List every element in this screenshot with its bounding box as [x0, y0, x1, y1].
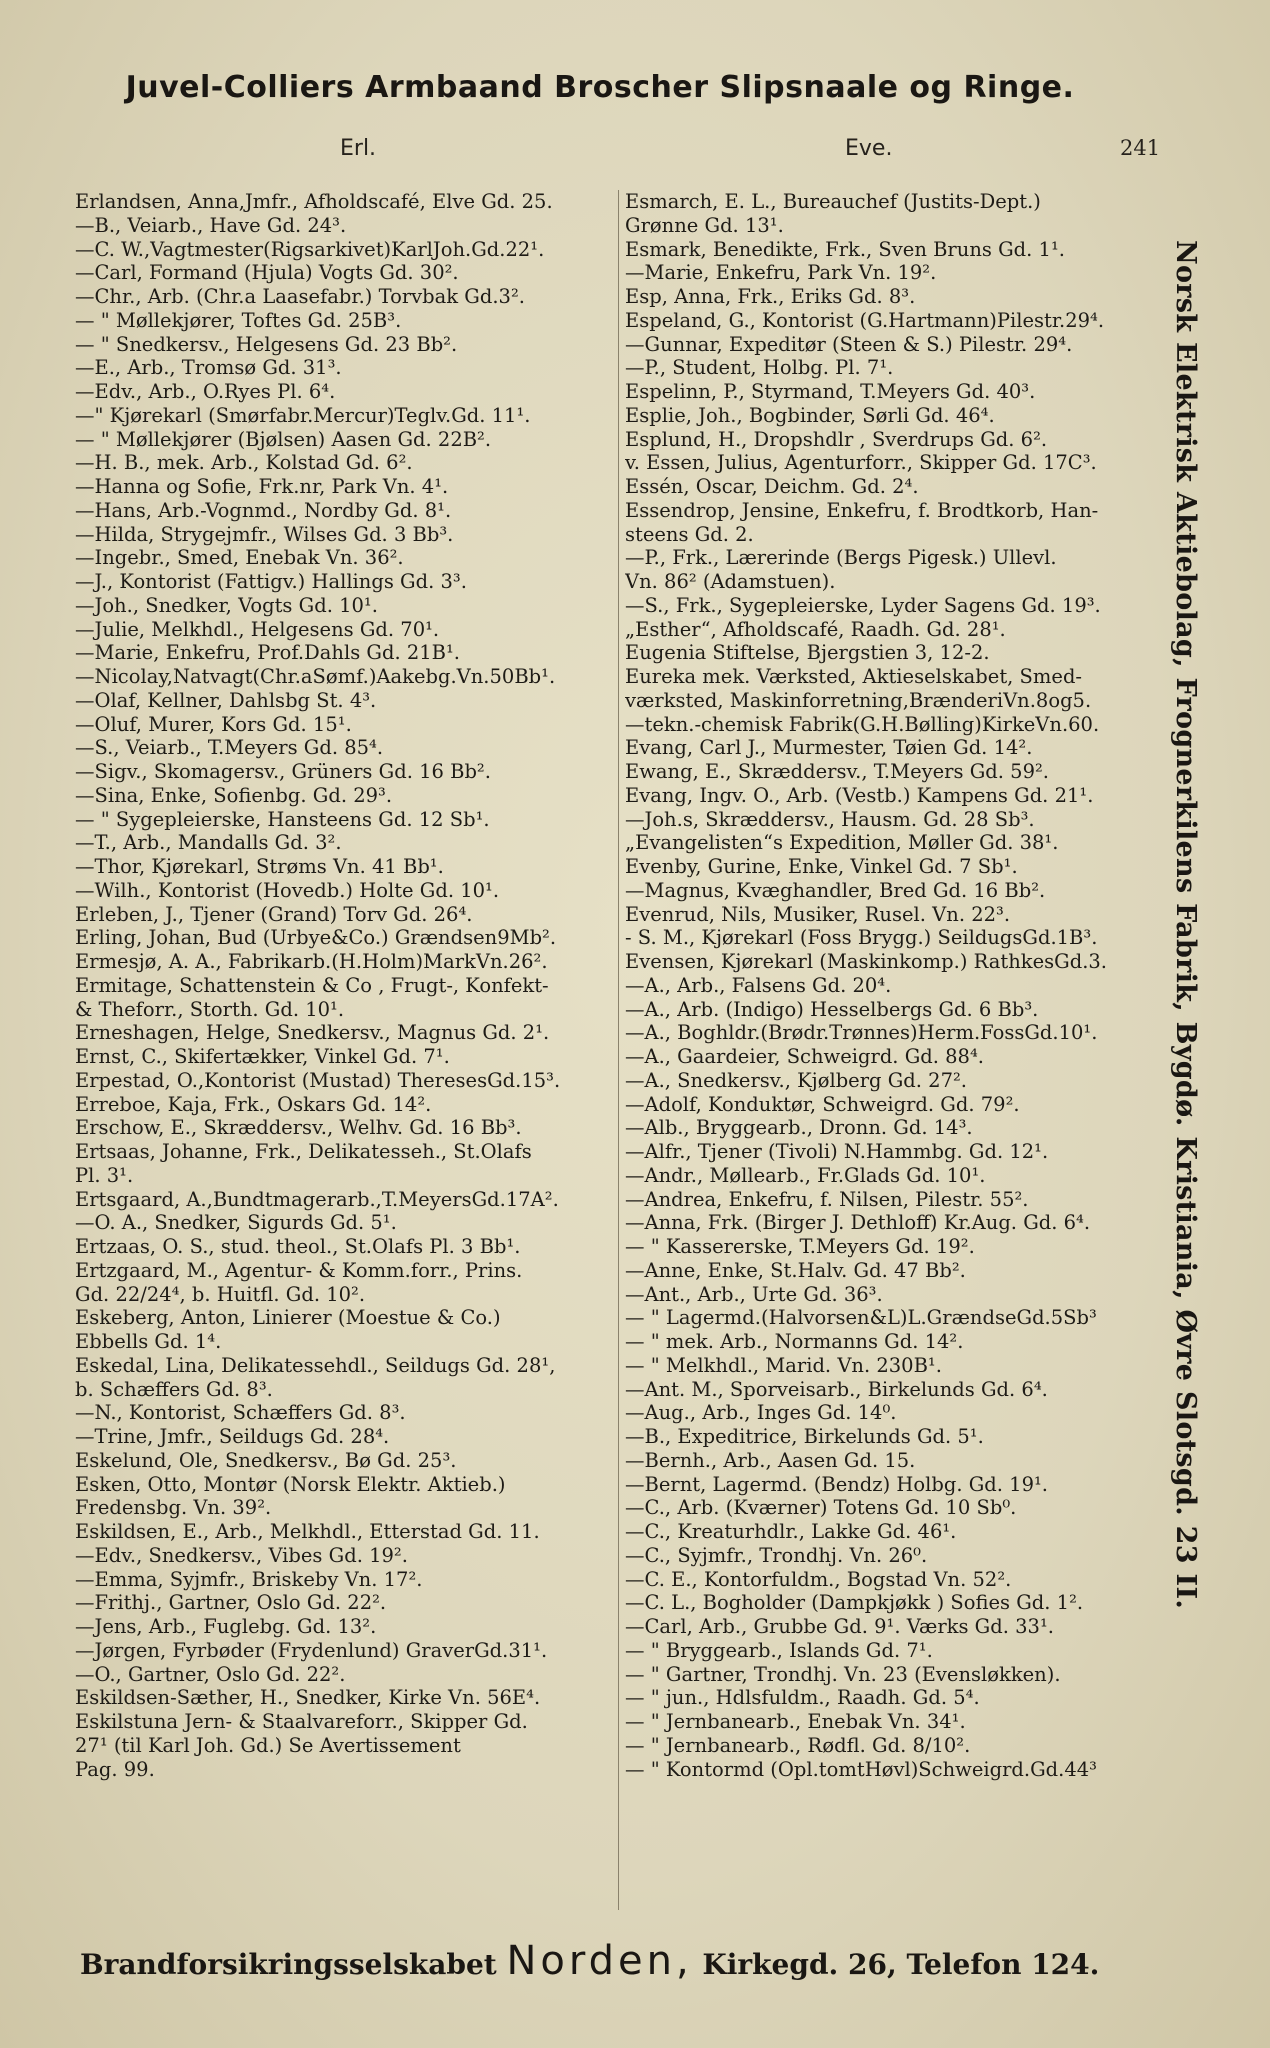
directory-entry-line: —Bernt, Lagermd. (Bendz) Holbg. Gd. 19¹.: [625, 1472, 1049, 1496]
directory-entry-line: —Sigv., Skomagersv., Grüners Gd. 16 Bb².: [75, 760, 491, 783]
directory-entry-line: —Andr., Møllearb., Fr.Glads Gd. 10¹.: [625, 1163, 986, 1187]
directory-entry-line: —T., Arb., Mandalls Gd. 3².: [75, 831, 342, 855]
directory-entry-line: —A., Arb. (Indigo) Hesselbergs Gd. 6 Bb³.: [625, 997, 1039, 1021]
directory-entry-line: — " Sygepleierske, Hansteens Gd. 12 Sb¹.: [75, 807, 490, 831]
directory-entry-line: Essén, Oscar, Deichm. Gd. 2⁴.: [625, 475, 919, 498]
directory-entry-line: —Joh., Snedker, Vogts Gd. 10¹.: [75, 593, 378, 617]
directory-entry-line: Erpestad, O.,Kontorist (Mustad) TheresesGd.15³.: [75, 1068, 561, 1092]
directory-entry-line: —E., Arb., Tromsø Gd. 31³.: [75, 356, 342, 380]
directory-entry-line: —S., Veiarb., T.Meyers Gd. 85⁴.: [75, 736, 384, 760]
column-divider: [618, 190, 619, 1910]
directory-entry-line: —O., Gartner, Oslo Gd. 22².: [75, 1662, 346, 1686]
directory-entry-line: —P., Student, Holbg. Pl. 7¹.: [625, 356, 894, 380]
directory-entry-line: Esmarch, E. L., Bureauchef (Justits-Dept.): [625, 190, 1041, 213]
directory-entry-line: Eskedal, Lina, Delikatessehdl., Seildugs Gd. 28¹,: [75, 1353, 556, 1377]
directory-entry-line: Erleben, J., Tjener (Grand) Torv Gd. 26⁴.: [75, 902, 473, 926]
directory-entry-line: —Chr., Arb. (Chr.a Laasefabr.) Torvbak Gd.3².: [75, 285, 525, 308]
directory-entry-line: Eugenia Stiftelse, Bjergstien 3, 12-2.: [625, 641, 990, 665]
directory-entry-line: — " Kontormd (Opl.tomtHøvl)Schweigrd.Gd.44³: [625, 1757, 1097, 1781]
directory-entry-line: Ertzgaard, M., Agentur- & Komm.forr., Prins.: [75, 1258, 523, 1282]
directory-entry-line: steens Gd. 2.: [625, 522, 754, 546]
directory-entry-line: —A., Arb., Falsens Gd. 20⁴.: [625, 973, 892, 997]
directory-entry-line: —Hanna og Sofie, Frk.nr, Park Vn. 4¹.: [75, 475, 449, 498]
directory-entry-line: Evang, Ingv. O., Arb. (Vestb.) Kampens Gd. 21¹.: [625, 783, 1094, 807]
left-column: [75, 190, 620, 1781]
directory-entry-line: —" Kjørekarl (Smørfabr.Mercur)Teglv.Gd. 11¹.: [75, 403, 531, 427]
directory-entry-line: —P., Frk., Lærerinde (Bergs Pigesk.) Ullevl.: [625, 546, 1057, 570]
right-column: [625, 190, 1165, 1781]
directory-entry-line: Ermitage, Schattenstein & Co , Frugt-, Konfekt-: [75, 973, 549, 997]
directory-entry-line: —Trine, Jmfr., Seildugs Gd. 28⁴.: [75, 1425, 390, 1448]
directory-entry-line: Erling, Johan, Bud (Urbye&Co.) Grændsen9Mb².: [75, 926, 557, 950]
directory-entry-line: —Bernh., Arb., Aasen Gd. 15.: [625, 1448, 916, 1472]
directory-entry-line: Erneshagen, Helge, Snedkersv., Magnus Gd. 2¹.: [75, 1021, 550, 1045]
directory-entry-line: Evang, Carl J., Murmester, Tøien Gd. 14².: [625, 736, 1033, 760]
directory-entry-line: —C. L., Bogholder (Dampkjøkk ) Sofies Gd. 1².: [625, 1591, 1084, 1615]
directory-entry-line: — " Bryggearb., Islands Gd. 7¹.: [625, 1638, 933, 1662]
directory-entry-line: — " Møllekjører, Toftes Gd. 25B³.: [75, 308, 402, 332]
directory-entry-line: —Anna, Frk. (Birger J. Dethloff) Kr.Aug. Gd. 6⁴.: [625, 1211, 1091, 1235]
directory-entry-line: Ebbells Gd. 1⁴.: [75, 1330, 222, 1353]
directory-entry-line: —Aug., Arb., Inges Gd. 14⁰.: [625, 1401, 897, 1425]
directory-entry-line: Pl. 3¹.: [75, 1163, 134, 1187]
directory-entry-line: b. Schæffers Gd. 8³.: [75, 1377, 273, 1401]
directory-entry-line: — " Snedkersv., Helgesens Gd. 23 Bb².: [75, 332, 458, 356]
directory-entry-line: —Frithj., Gartner, Oslo Gd. 22².: [75, 1591, 387, 1615]
top-banner: Juvel-Colliers Armbaand Broscher Slipsnaale og Ringe.: [125, 70, 1075, 105]
directory-entry-line: —tekn.-chemisk Fabrik(G.H.Bølling)KirkeVn.60.: [625, 712, 1100, 736]
directory-entry-line: Esp, Anna, Frk., Eriks Gd. 8³.: [625, 285, 916, 308]
directory-entry-line: —Julie, Melkhdl., Helgesens Gd. 70¹.: [75, 617, 440, 641]
directory-entry-line: Vn. 86² (Adamstuen).: [625, 570, 836, 593]
directory-entry-line: —Edv., Snedkersv., Vibes Gd. 19².: [75, 1543, 408, 1567]
directory-entry-line: Eskildsen-Sæther, H., Snedker, Kirke Vn. 56E⁴.: [75, 1686, 541, 1710]
directory-entry-line: —Magnus, Kvæghandler, Bred Gd. 16 Bb².: [625, 878, 1046, 902]
directory-entry-line: Evenby, Gurine, Enke, Vinkel Gd. 7 Sb¹.: [625, 855, 1018, 878]
directory-entry-line: Espelinn, P., Styrmand, T.Meyers Gd. 40³.: [625, 380, 1036, 403]
directory-entry-line: —Hans, Arb.-Vognmd., Nordby Gd. 8¹.: [75, 498, 452, 522]
left-column-key: Erl.: [340, 136, 377, 161]
directory-entry-line: —C. W.,Vagtmester(Rigsarkivet)KarlJoh.Gd.22¹.: [75, 237, 545, 261]
right-column-key: Eve.: [845, 136, 893, 161]
directory-entry-line: —S., Frk., Sygepleierske, Lyder Sagens Gd. 19³.: [625, 593, 1101, 617]
directory-entry-line: Evensen, Kjørekarl (Maskinkomp.) RathkesGd.3.: [625, 950, 1107, 973]
directory-entry-line: Eskildsen, E., Arb., Melkhdl., Etterstad Gd. 11.: [75, 1520, 540, 1543]
directory-entry-line: —Alfr., Tjener (Tivoli) N.Hammbg. Gd. 12¹.: [625, 1140, 1049, 1163]
directory-entry-line: Ertsaas, Johanne, Frk., Delikatesseh., St.Olafs: [75, 1140, 532, 1163]
directory-entry-line: — " Kassererske, T.Meyers Gd. 19².: [625, 1235, 975, 1258]
directory-entry-line: — " Jernbanearb., Enebak Vn. 34¹.: [625, 1710, 966, 1733]
footer-address: Kirkegd. 26, Telefon 124.: [702, 1948, 1100, 1981]
directory-entry-line: —B., Veiarb., Have Gd. 24³.: [75, 213, 347, 237]
directory-entry-line: —H. B., mek. Arb., Kolstad Gd. 6².: [75, 451, 413, 475]
directory-entry-line: —A., Boghldr.(Brødr.Trønnes)Herm.FossGd.10¹.: [625, 1021, 1098, 1045]
directory-entry-line: —C., Kreaturhdlr., Lakke Gd. 46¹.: [625, 1520, 957, 1543]
directory-entry-line: Ewang, E., Skræddersv., T.Meyers Gd. 59².: [625, 760, 1049, 783]
directory-entry-line: —Emma, Syjmfr., Briskeby Vn. 17².: [75, 1567, 423, 1591]
directory-entry-line: —Ant., Arb., Urte Gd. 36³.: [625, 1282, 883, 1306]
footer-advertisement: [80, 1938, 1180, 1984]
directory-entry-line: —Carl, Formand (Hjula) Vogts Gd. 30².: [75, 261, 459, 285]
directory-entry-line: — " Lagermd.(Halvorsen&L)L.GrændseGd.5Sb³: [625, 1306, 1097, 1330]
directory-entry-line: —Ant. M., Sporveisarb., Birkelunds Gd. 6⁴.: [625, 1377, 1048, 1401]
directory-entry-line: —Alb., Bryggearb., Dronn. Gd. 14³.: [625, 1116, 973, 1140]
directory-entry-line: —C., Syjmfr., Trondhj. Vn. 26⁰.: [625, 1543, 928, 1567]
directory-entry-line: Ernst, C., Skifertækker, Vinkel Gd. 7¹.: [75, 1045, 450, 1068]
directory-entry-line: —O. A., Snedker, Sigurds Gd. 5¹.: [75, 1211, 397, 1235]
directory-entry-line: —Marie, Enkefru, Park Vn. 19².: [625, 261, 937, 285]
directory-entry-line: —Andrea, Enkefru, f. Nilsen, Pilestr. 55².: [625, 1187, 1029, 1211]
directory-entry-line: —Gunnar, Expeditør (Steen & S.) Pilestr. 29⁴.: [625, 332, 1073, 356]
directory-entry-line: Ertsgaard, A.,Bundtmagerarb.,T.MeyersGd.17A².: [75, 1187, 559, 1211]
directory-entry-line: Ermesjø, A. A., Fabrikarb.(H.Holm)MarkVn.26².: [75, 950, 548, 973]
directory-entry-line: værksted, Maskinforretning,BrænderiVn.8og5.: [625, 688, 1092, 712]
directory-entry-line: Fredensbg. Vn. 39².: [75, 1496, 272, 1520]
directory-entry-line: Eureka mek. Værksted, Aktieselskabet, Smed-: [625, 665, 1083, 688]
directory-entry-line: —Carl, Arb., Grubbe Gd. 9¹. Værks Gd. 33¹.: [625, 1615, 1054, 1638]
directory-entry-line: Eskilstuna Jern- & Staalvareforr., Skipper Gd.: [75, 1710, 528, 1733]
directory-entry-line: Erschow, E., Skræddersv., Welhv. Gd. 16 Bb³.: [75, 1116, 522, 1140]
directory-entry-line: Pag. 99.: [75, 1757, 155, 1781]
directory-entry-line: —Hilda, Strygejmfr., Wilses Gd. 3 Bb³.: [75, 522, 454, 546]
directory-entry-line: Esmark, Benedikte, Frk., Sven Bruns Gd. 1¹.: [625, 237, 1065, 261]
directory-entry-line: „Evangelisten“s Expedition, Møller Gd. 38¹.: [625, 831, 1059, 855]
directory-entry-line: Eskelund, Ole, Snedkersv., Bø Gd. 25³.: [75, 1448, 457, 1472]
directory-entry-line: —B., Expeditrice, Birkelunds Gd. 5¹.: [625, 1425, 984, 1448]
directory-entry-line: —A., Gaardeier, Schweigrd. Gd. 88⁴.: [625, 1045, 984, 1068]
directory-entry-line: Essendrop, Jensine, Enkefru, f. Brodtkorb, Han-: [625, 498, 1099, 522]
directory-entry-line: Esplund, H., Dropshdlr , Sverdrups Gd. 6².: [625, 427, 1048, 451]
directory-entry-line: Grønne Gd. 13¹.: [625, 213, 784, 237]
directory-entry-line: Evenrud, Nils, Musiker, Rusel. Vn. 22³.: [625, 902, 1011, 926]
directory-entry-line: —J., Kontorist (Fattigv.) Hallings Gd. 3³.: [75, 570, 467, 593]
directory-entry-line: —C. E., Kontorfuldm., Bogstad Vn. 52².: [625, 1567, 1012, 1591]
directory-entry-line: — " Melkhdl., Marid. Vn. 230B¹.: [625, 1353, 942, 1377]
directory-entry-line: — " jun., Hdlsfuldm., Raadh. Gd. 5⁴.: [625, 1686, 980, 1710]
directory-entry-line: —Olaf, Kellner, Dahlsbg St. 4³.: [75, 688, 377, 712]
page-number: 241: [1120, 136, 1161, 160]
directory-entry-line: Erreboe, Kaja, Frk., Oskars Gd. 14².: [75, 1092, 432, 1116]
side-advertisement: Norsk Elektrisk Aktiebolag, Frognerkilens Fabrik, Bygdø. Kristiania, Øvre Slotsgd. 23 II.: [1170, 240, 1201, 1610]
directory-entry-line: Eskeberg, Anton, Linierer (Moestue & Co.): [75, 1306, 501, 1330]
directory-entry-line: —Anne, Enke, St.Halv. Gd. 47 Bb².: [625, 1258, 966, 1282]
directory-entry-line: —A., Snedkersv., Kjølberg Gd. 27².: [625, 1068, 968, 1092]
directory-entry-line: & Theforr., Storth. Gd. 10¹.: [75, 997, 345, 1021]
directory-entry-line: v. Essen, Julius, Agenturforr., Skipper Gd. 17C³.: [625, 451, 1097, 475]
directory-entry-line: Gd. 22/24⁴, b. Huitfl. Gd. 10².: [75, 1282, 366, 1306]
directory-entry-line: —Marie, Enkefru, Prof.Dahls Gd. 21B¹.: [75, 641, 461, 665]
directory-entry-line: —Jørgen, Fyrbøder (Frydenlund) GraverGd.31¹.: [75, 1638, 548, 1662]
directory-entry-line: —Nicolay,Natvagt(Chr.aSømf.)Aakebg.Vn.50Bb¹.: [75, 665, 556, 688]
directory-entry-line: Erlandsen, Anna,Jmfr., Afholdscafé, Elve Gd. 25.: [75, 190, 553, 213]
directory-entry-line: —Sina, Enke, Sofienbg. Gd. 29³.: [75, 783, 393, 807]
directory-entry-line: —Jens, Arb., Fuglebg. Gd. 13².: [75, 1615, 377, 1638]
directory-entry-line: —Ingebr., Smed, Enebak Vn. 36².: [75, 546, 404, 570]
directory-entry-line: —N., Kontorist, Schæffers Gd. 8³.: [75, 1401, 406, 1425]
footer-company: Brandforsikringsselskabet: [80, 1948, 497, 1981]
directory-entry-line: —Oluf, Murer, Kors Gd. 15¹.: [75, 712, 352, 736]
directory-entry-line: Esplie, Joh., Bogbinder, Sørli Gd. 46⁴.: [625, 403, 995, 427]
directory-entry-line: „Esther“, Afholdscafé, Raadh. Gd. 28¹.: [625, 617, 1006, 641]
directory-entry-line: —C., Arb. (Kværner) Totens Gd. 10 Sb⁰.: [625, 1496, 1017, 1520]
directory-entry-line: —Adolf, Konduktør, Schweigrd. Gd. 79².: [625, 1092, 1020, 1116]
directory-entry-line: 27¹ (til Karl Joh. Gd.) Se Avertissement: [75, 1733, 461, 1757]
directory-entry-line: — " Gartner, Trondhj. Vn. 23 (Evensløkken).: [625, 1662, 1061, 1686]
directory-entry-line: —Wilh., Kontorist (Hovedb.) Holte Gd. 10¹.: [75, 878, 500, 902]
directory-entry-line: Esken, Otto, Montør (Norsk Elektr. Aktieb.): [75, 1472, 506, 1496]
directory-entry-line: —Edv., Arb., O.Ryes Pl. 6⁴.: [75, 380, 336, 403]
footer-brand: Norden,: [506, 1938, 693, 1984]
directory-entry-line: Ertzaas, O. S., stud. theol., St.Olafs Pl. 3 Bb¹.: [75, 1235, 521, 1258]
directory-entry-line: — " Møllekjører (Bjølsen) Aasen Gd. 22B².: [75, 427, 492, 451]
directory-entry-line: — " mek. Arb., Normanns Gd. 14².: [625, 1330, 964, 1353]
directory-entry-line: - S. M., Kjørekarl (Foss Brygg.) SeildugsGd.1B³.: [625, 926, 1098, 950]
directory-entry-line: —Joh.s, Skræddersv., Hausm. Gd. 28 Sb³.: [625, 807, 1035, 831]
directory-entry-line: — " Jernbanearb., Rødfl. Gd. 8/10².: [625, 1733, 971, 1757]
directory-entry-line: Espeland, G., Kontorist (G.Hartmann)Pilestr.29⁴.: [625, 308, 1105, 332]
directory-entry-line: —Thor, Kjørekarl, Strøms Vn. 41 Bb¹.: [75, 855, 444, 878]
